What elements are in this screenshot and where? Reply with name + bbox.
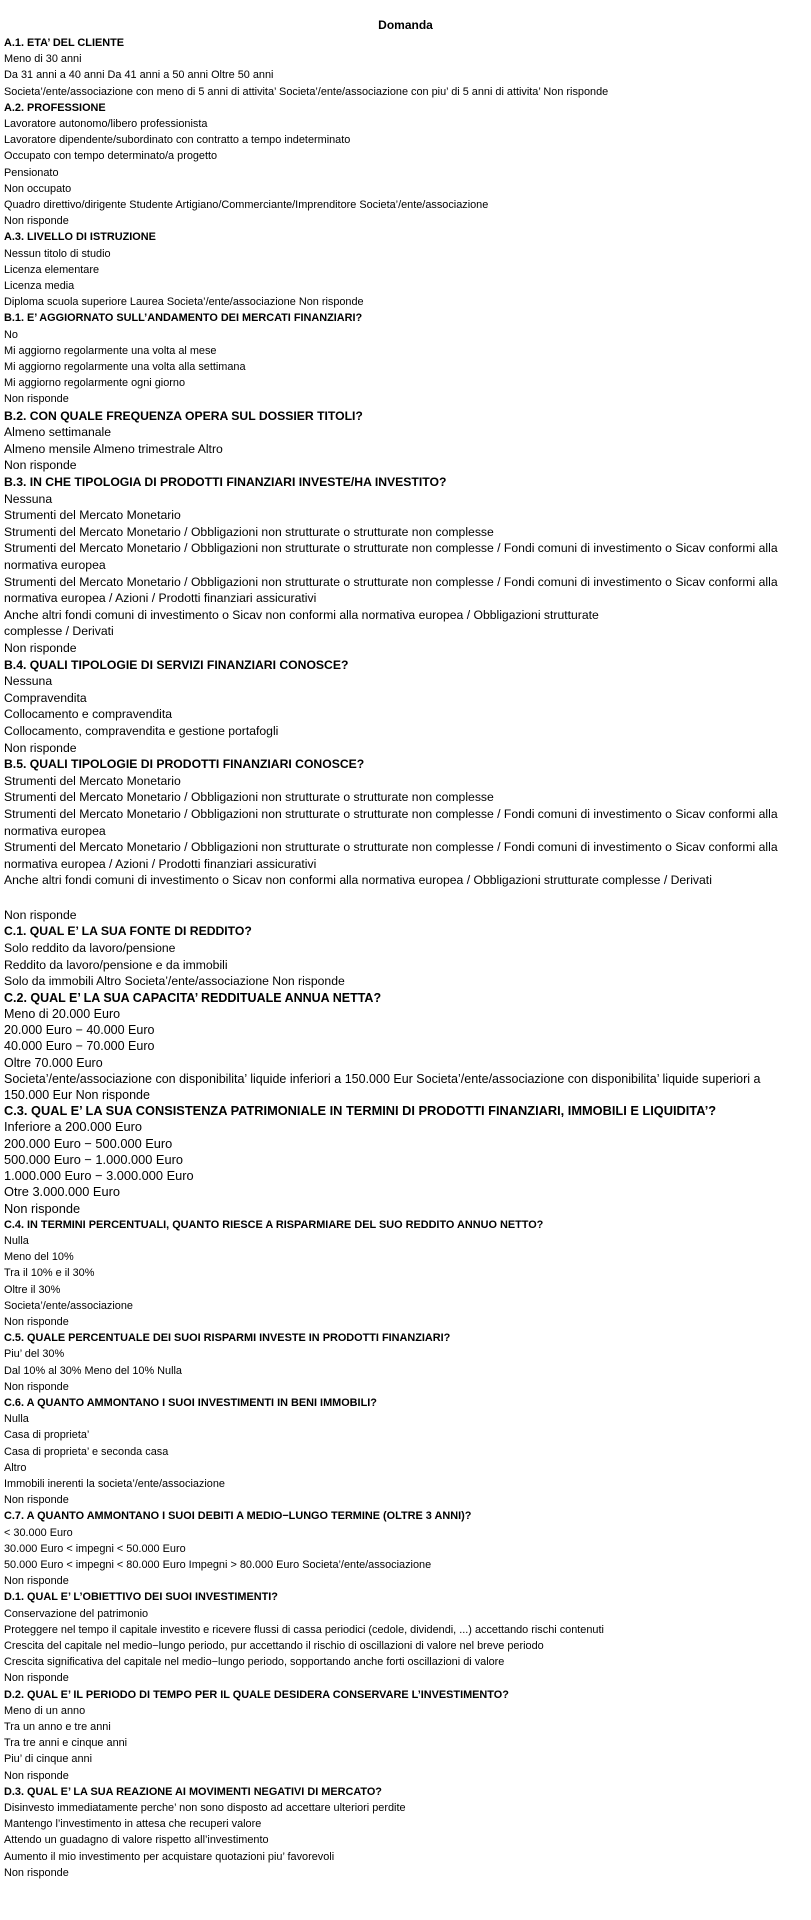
answer-option: Anche altri fondi comuni di investimento o Sicav non conformi alla normativa europea / Obbligazioni strutturate (4, 607, 599, 622)
answer-option: Non risponde (4, 640, 77, 655)
answer-option: 1.000.000 Euro − 3.000.000 Euro (4, 1168, 194, 1184)
answer-option: Non risponde (4, 1315, 69, 1328)
answer-option: Immobili inerenti la societa’/ente/associazione (4, 1477, 225, 1490)
answer-option: Diploma scuola superiore Laurea Societa’/ente/associazione Non risponde (4, 296, 364, 309)
answer-option: Solo da immobili Altro Societa’/ente/associazione Non risponde (4, 974, 345, 989)
answer-option: complesse / Derivati (4, 624, 114, 639)
question-section (4, 1508, 807, 1589)
answer-option: Meno di 30 anni (4, 53, 82, 66)
answer-option: Collocamento e compravendita (4, 707, 173, 722)
answer-option: Nessun titolo di studio (4, 247, 111, 260)
answer-option: Piu’ del 30% (4, 1348, 65, 1361)
question-section (4, 310, 807, 407)
answer-option: Strumenti del Mercato Monetario / Obbligazioni non strutturate o strutturate non complesse / Fondi comuni di investimento o Sicav conformi alla normativa europea (4, 806, 778, 838)
answer-option: Da 31 anni a 40 anni Da 41 anni a 50 anni Oltre 50 anni (4, 69, 274, 82)
answer-option: Lavoratore dipendente/subordinato con contratto a tempo indeterminato (4, 134, 351, 147)
answer-option: Disinvesto immediatamente perche’ non sono disposto ad accettare ulteriori perdite (4, 1802, 406, 1815)
answer-option: Strumenti del Mercato Monetario / Obbligazioni non strutturate o strutturate non complesse (4, 790, 494, 805)
answer-option: Occupato con tempo determinato/a progetto (4, 150, 218, 163)
question-heading: B.3. IN CHE TIPOLOGIA DI PRODOTTI FINANZIARI INVESTE/HA INVESTITO? (4, 475, 447, 490)
question-section (4, 1589, 807, 1686)
answer-option: Strumenti del Mercato Monetario / Obbligazioni non strutturate o strutturate non complesse / Fondi comuni di investimento o Sicav conformi alla normativa europea / Azioni / Prodotti finanziari assicurativi (4, 574, 778, 606)
answer-option: Non risponde (4, 393, 69, 406)
answer-option: Strumenti del Mercato Monetario (4, 773, 181, 788)
answer-option: Non risponde (4, 1866, 69, 1879)
answer-option: < 30.000 Euro (4, 1526, 73, 1539)
answer-option: Casa di proprieta’ e seconda casa (4, 1445, 169, 1458)
document-title: Domanda (378, 18, 433, 32)
answer-option: Strumenti del Mercato Monetario / Obbligazioni non strutturate o strutturate non complesse / Fondi comuni di investimento o Sicav conformi alla normativa europea / Azioni / Prodotti finanziari assicurativi (4, 840, 778, 871)
answer-option: Strumenti del Mercato Monetario / Obbligazioni non strutturate o strutturate non complesse / Fondi comuni di investimento o Sicav conformi alla normativa europea (4, 541, 778, 573)
answer-option: Aumento il mio investimento per acquistare quotazioni piu’ favorevoli (4, 1850, 335, 1863)
answer-option: Almeno mensile Almeno trimestrale Altro (4, 441, 223, 456)
answer-option: Anche altri fondi comuni di investimento o Sicav non conformi alla normativa europea / Obbligazioni strutturate complesse / Derivati (4, 873, 712, 888)
answer-option: Tra il 10% e il 30% (4, 1267, 95, 1280)
question-section (4, 1217, 807, 1330)
answer-option: Strumenti del Mercato Monetario / Obbligazioni non strutturate o strutturate non complesse (4, 524, 494, 539)
question-heading: B.1. E’ AGGIORNATO SULL’ANDAMENTO DEI MERCATI FINANZIARI? (4, 312, 363, 325)
answer-option: Societa’/ente/associazione (4, 1299, 133, 1312)
answer-option: Mi aggiorno regolarmente una volta al mese (4, 344, 217, 357)
answer-option: 30.000 Euro < impegni < 50.000 Euro (4, 1542, 186, 1555)
answer-option: Collocamento, compravendita e gestione portafogli (4, 723, 279, 738)
question-section (4, 1103, 807, 1216)
question-section (4, 1784, 807, 1881)
question-section (4, 990, 807, 1103)
answer-option: Mantengo l’investimento in attesa che recuperi valore (4, 1818, 262, 1831)
question-heading: B.4. QUALI TIPOLOGIE DI SERVIZI FINANZIARI CONOSCE? (4, 657, 349, 672)
answer-option: Crescita del capitale nel medio−lungo periodo, pur accettando il rischio di oscillazioni di valore nel breve periodo (4, 1639, 544, 1652)
answer-option: Nulla (4, 1413, 29, 1426)
answer-option: No (4, 328, 18, 341)
question-heading: C.2. QUAL E’ LA SUA CAPACITA’ REDDITUALE ANNUA NETTA? (4, 990, 382, 1005)
answer-option: Non risponde (4, 215, 69, 228)
answer-option: Otre 3.000.000 Euro (4, 1184, 120, 1200)
answer-option: Non risponde (4, 1200, 81, 1216)
answer-option: Mi aggiorno regolarmente ogni giorno (4, 377, 186, 390)
question-heading: C.4. IN TERMINI PERCENTUALI, QUANTO RIESCE A RISPARMIARE DEL SUO REDDITO ANNUO NETTO? (4, 1218, 544, 1231)
answer-option: Conservazione del patrimonio (4, 1607, 149, 1620)
answer-option: Non risponde (4, 907, 77, 922)
question-section (4, 408, 807, 474)
answer-option: Dal 10% al 30% Meno del 10% Nulla (4, 1364, 182, 1377)
answer-option: 20.000 Euro − 40.000 Euro (4, 1023, 155, 1038)
answer-option: Oltre il 30% (4, 1283, 61, 1296)
answer-option: Solo reddito da lavoro/pensione (4, 941, 176, 956)
question-heading: B.2. CON QUALE FREQUENZA OPERA SUL DOSSIER TITOLI? (4, 408, 363, 423)
answer-option: Non occupato (4, 182, 72, 195)
question-section (4, 1330, 807, 1395)
answer-option: Lavoratore autonomo/libero professionista (4, 118, 208, 131)
answer-option: Meno di 20.000 Euro (4, 1007, 121, 1022)
question-heading: D.2. QUAL E’ IL PERIODO DI TEMPO PER IL QUALE DESIDERA CONSERVARE L’INVESTIMENTO? (4, 1688, 509, 1701)
question-heading: A.3. LIVELLO DI ISTRUZIONE (4, 231, 156, 244)
question-section (4, 474, 807, 657)
answer-option: Tra tre anni e cinque anni (4, 1737, 128, 1750)
question-heading: D.1. QUAL E’ L’OBIETTIVO DEI SUOI INVESTIMENTI? (4, 1591, 278, 1604)
question-section (4, 229, 807, 310)
question-heading: C.1. QUAL E’ LA SUA FONTE DI REDDITO? (4, 924, 252, 939)
answer-option: Strumenti del Mercato Monetario (4, 508, 181, 523)
question-section (4, 1687, 807, 1784)
question-section (4, 923, 807, 989)
question-section (4, 756, 807, 923)
answer-option: Nulla (4, 1234, 29, 1247)
answer-option: Proteggere nel tempo il capitale investito e ricevere flussi di cassa periodici (cedole, dividendi, ...) accettando rischi contenuti (4, 1623, 604, 1636)
answer-option: Reddito da lavoro/pensione e da immobili (4, 957, 228, 972)
question-section (4, 35, 807, 100)
answer-option: Crescita significativa del capitale nel medio−lungo periodo, sopportando anche forti oscillazioni di valore (4, 1656, 505, 1669)
answer-option: Altro (4, 1461, 27, 1474)
answer-option: Nessuna (4, 674, 53, 689)
question-heading: B.5. QUALI TIPOLOGIE DI PRODOTTI FINANZIARI CONOSCE? (4, 757, 365, 772)
answer-option: Pensionato (4, 166, 59, 179)
answer-option: 500.000 Euro − 1.000.000 Euro (4, 1151, 183, 1167)
answer-option: Casa di proprieta’ (4, 1429, 90, 1442)
answer-option: Oltre 70.000 Euro (4, 1055, 103, 1070)
answer-option: Almeno settimanale (4, 425, 112, 440)
answer-option: Licenza elementare (4, 263, 100, 276)
answer-option: Piu’ di cinque anni (4, 1753, 92, 1766)
answer-option: Non risponde (4, 1769, 69, 1782)
answer-option: Non risponde (4, 740, 77, 755)
answer-option: Nessuna (4, 491, 53, 506)
answer-option: Licenza media (4, 280, 75, 293)
question-heading: C.5. QUALE PERCENTUALE DEI SUOI RISPARMI INVESTE IN PRODOTTI FINANZIARI? (4, 1332, 451, 1345)
question-section (4, 657, 807, 757)
question-list (4, 35, 807, 1881)
answer-option: 200.000 Euro − 500.000 Euro (4, 1135, 173, 1151)
answer-option: Attendo un guadagno di valore rispetto all’investimento (4, 1834, 269, 1847)
question-heading: A.1. ETA’ DEL CLIENTE (4, 37, 125, 49)
answer-option: Tra un anno e tre anni (4, 1721, 111, 1733)
question-section (4, 100, 807, 230)
blank-line (4, 889, 807, 907)
question-heading: D.3. QUAL E’ LA SUA REAZIONE AI MOVIMENTI NEGATIVI DI MERCATO? (4, 1785, 382, 1798)
answer-option: 40.000 Euro − 70.000 Euro (4, 1039, 155, 1054)
answer-option: Non risponde (4, 1672, 69, 1685)
question-heading: C.3. QUAL E’ LA SUA CONSISTENZA PATRIMONIALE IN TERMINI DI PRODOTTI FINANZIARI, IMMOBILI E LIQUIDITA’? (4, 1103, 717, 1119)
answer-option: Inferiore a 200.000 Euro (4, 1119, 143, 1135)
answer-option: Non risponde (4, 1380, 69, 1393)
answer-option: Societa’/ente/associazione con meno di 5 anni di attivita’ Societa’/ente/associazione con piu’ di 5 anni di attivita’ Non risponde (4, 85, 609, 98)
answer-option: Mi aggiorno regolarmente una volta alla settimana (4, 361, 246, 374)
answer-option: Non risponde (4, 1494, 69, 1507)
question-heading: C.7. A QUANTO AMMONTANO I SUOI DEBITI A MEDIO−LUNGO TERMINE (OLTRE 3 ANNI)? (4, 1510, 472, 1523)
question-heading: C.6. A QUANTO AMMONTANO I SUOI INVESTIMENTI IN BENI IMMOBILI? (4, 1396, 377, 1409)
answer-option: Societa’/ente/associazione con disponibilita’ liquide inferiori a 150.000 Eur Societa’/ente/associazione con disponibilita’ liquide superiori a 150.000 Eur Non risponde (4, 1071, 761, 1103)
answer-option: Quadro direttivo/dirigente Studente Artigiano/Commerciante/Imprenditore Societa’/ente/associazione (4, 199, 489, 212)
question-section (4, 1395, 807, 1508)
answer-option: Non risponde (4, 1575, 69, 1588)
answer-option: Non risponde (4, 458, 77, 473)
answer-option: Meno di un anno (4, 1704, 86, 1717)
answer-option: Meno del 10% (4, 1251, 74, 1264)
answer-option: 50.000 Euro < impegni < 80.000 Euro Impegni > 80.000 Euro Societa’/ente/associazione (4, 1558, 432, 1571)
answer-option: Compravendita (4, 690, 87, 705)
question-heading: A.2. PROFESSIONE (4, 101, 106, 114)
